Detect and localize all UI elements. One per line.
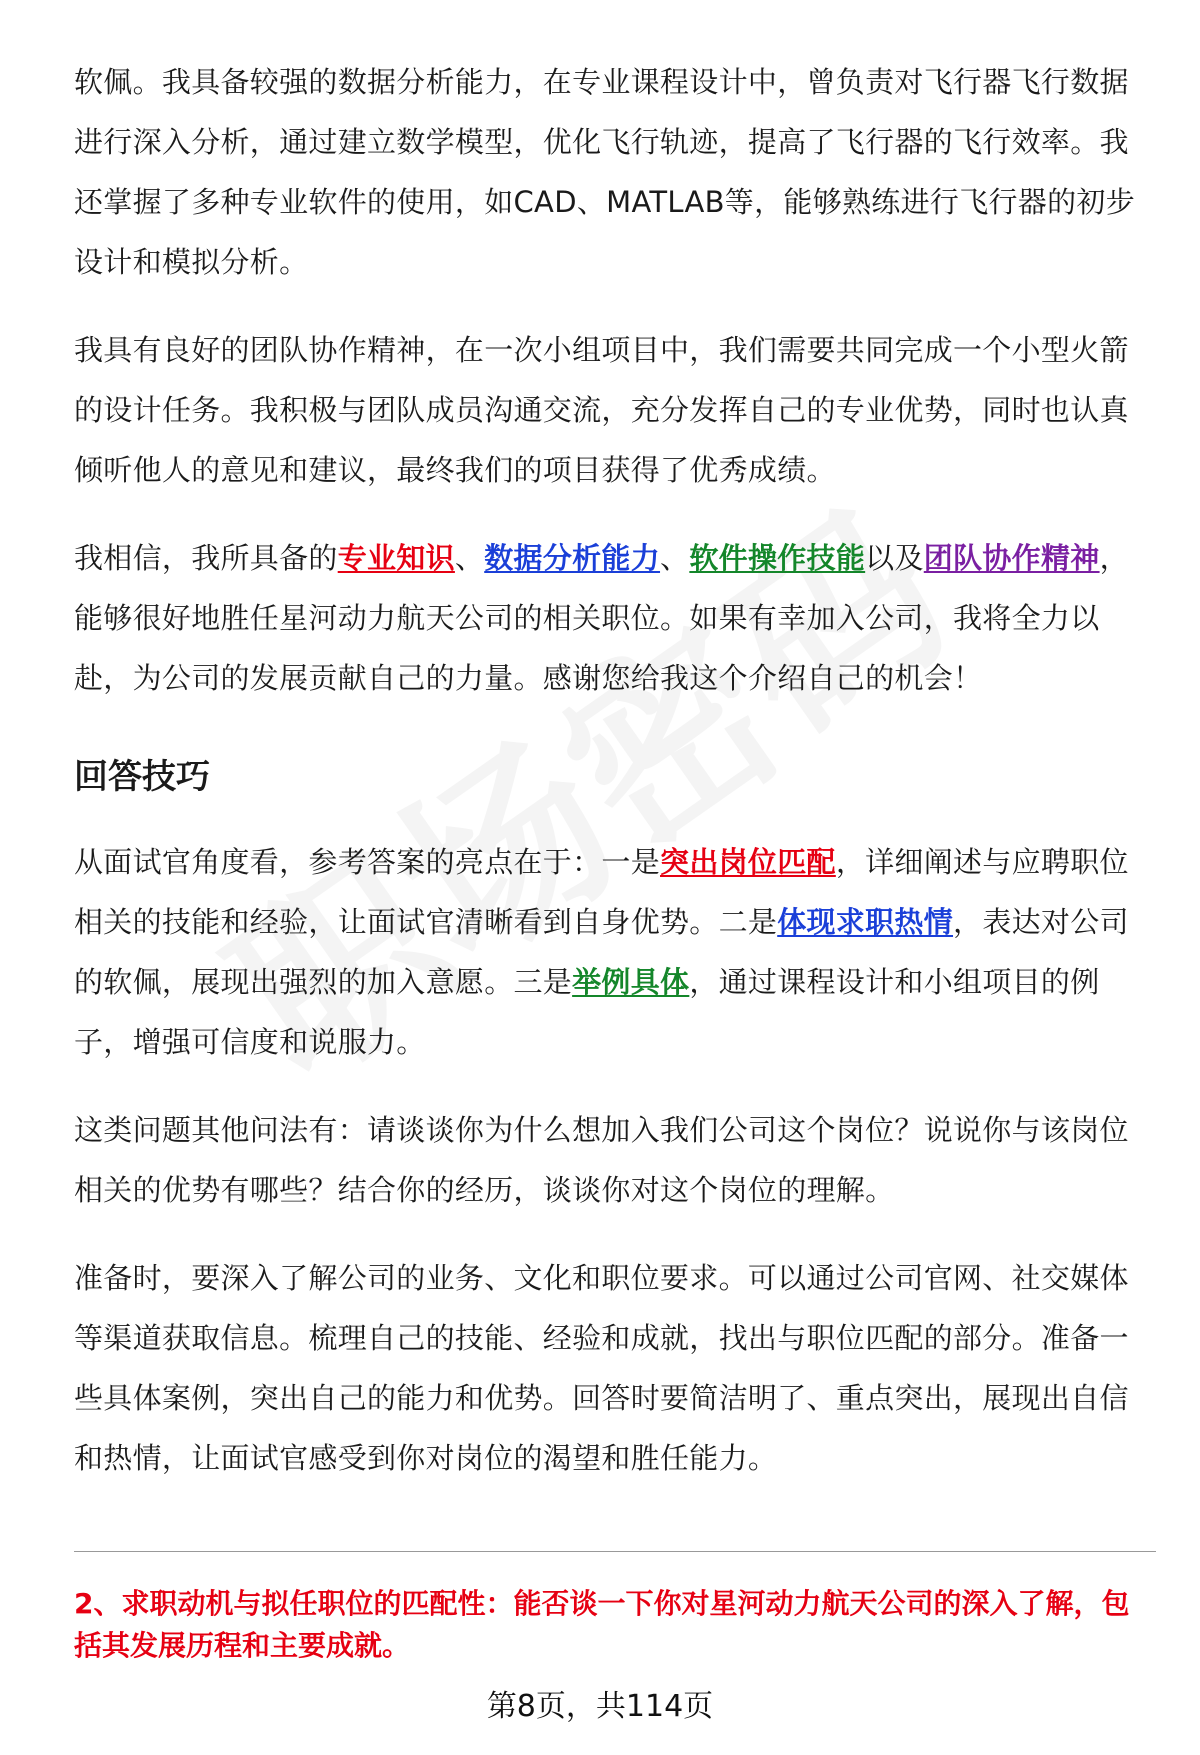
highlight-examples: 举例具体 [572,965,690,999]
paragraph-skills: 软佩。我具备较强的数据分析能力，在专业课程设计中，曾负责对飞行器飞行数据进行深入分析，通过建立数学模型，优化飞行轨迹，提高了飞行器的飞行效率。我还掌握了多种专业软件的使用，如CAD、MATLAB等，能够熟练进行飞行器的初步设计和模拟分析。 [74,65,1135,279]
page-number: 第8页，共114页 [486,1689,714,1724]
paragraph-conclusion: 我相信，我所具备的专业知识、数据分析能力、软件操作技能以及团队协作精神，能够很好地胜任星河动力航天公司的相关职位。如果有幸加入公司，我将全力以赴，为公司的发展贡献自己的力量。感谢您给我这个介绍自己的机会！ [74,541,1129,695]
paragraph-tips-highlights: 从面试官角度看，参考答案的亮点在于：一是突出岗位匹配，详细阐述与应聘职位相关的技能和经验，让面试官清晰看到自身优势。二是体现求职热情，表达对公司的软佩，展现出强烈的加入意愿。三是举例具体，通过课程设计和小组项目的例子，增强可信度和说服力。 [74,845,1129,1059]
section-heading-tips: 回答技巧 [74,757,210,797]
highlight-enthusiasm: 体现求职热情 [777,905,954,939]
highlight-professional-knowledge: 专业知识 [337,541,455,575]
highlight-teamwork: 团队协作精神 [923,541,1100,575]
highlight-job-match: 突出岗位匹配 [660,845,836,879]
page-content [74,52,1154,1488]
divider [74,1551,1156,1552]
paragraph-teamwork: 我具有良好的团队协作精神，在一次小组项目中，我们需要共同完成一个小型火箭的设计任务。我积极与团队成员沟通交流，充分发挥自己的专业优势，同时也认真倾听他人的意见和建议，最终我们的项目获得了优秀成绩。 [74,333,1129,487]
highlight-data-analysis: 数据分析能力 [484,541,661,575]
highlight-software-skills: 软件操作技能 [689,541,866,575]
paragraph-alt-questions: 这类问题其他问法有：请谈谈你为什么想加入我们公司这个岗位？说说你与该岗位相关的优势有哪些？结合你的经历，谈谈你对这个岗位的理解。 [74,1113,1129,1207]
paragraph-preparation: 准备时，要深入了解公司的业务、文化和职位要求。可以通过公司官网、社交媒体等渠道获取信息。梳理自己的技能、经验和成就，找出与职位匹配的部分。准备一些具体案例，突出自己的能力和优势。回答时要简洁明了、重点突出，展现出自信和热情，让面试官感受到你对岗位的渴望和胜任能力。 [74,1261,1129,1475]
next-question: 2、求职动机与拟任职位的匹配性：能否谈一下你对星河动力航天公司的深入了解，包括其发展历程和主要成就。 [74,1587,1130,1662]
